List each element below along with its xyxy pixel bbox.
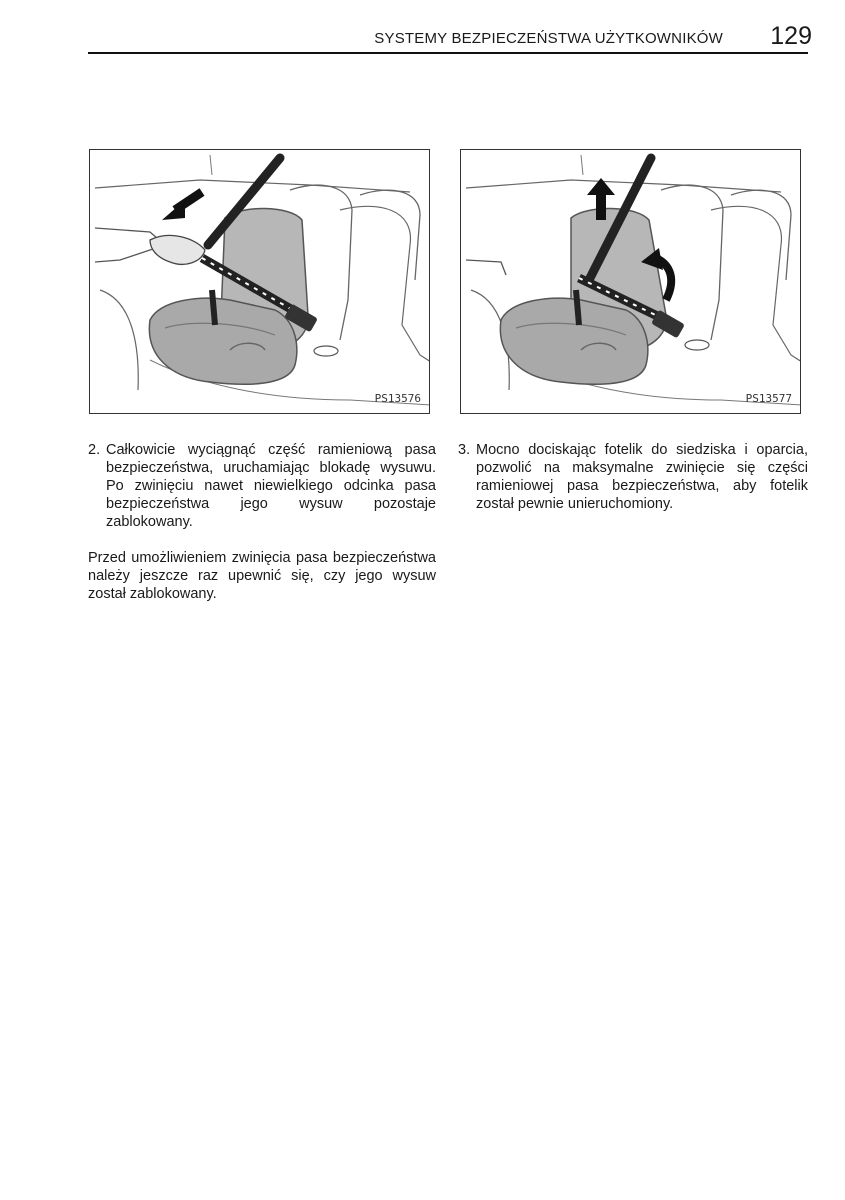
figure-code: PS13576 [374, 392, 421, 405]
figure-seat-press [460, 149, 801, 414]
step-text: Mocno dociskając fotelik do siedziska i oparcia, pozwolić na maksymalne zwinięcie się części ramieniowej pasa bezpieczeństwa, aby fotelik został pewnie unieruchomiony. [476, 442, 808, 512]
text-column-right [458, 441, 808, 513]
child-seat-belt-pull-illustration [90, 150, 430, 414]
section-title: SYSTEMY BEZPIECZEŃSTWA UŻYTKOWNIKÓW [374, 30, 723, 47]
header-rule [88, 52, 808, 54]
text-column-left [88, 441, 436, 603]
step-3 [458, 441, 808, 513]
step-number: 2. [88, 442, 101, 458]
warning-note: Przed umożliwieniem zwinięcia pasa bezpieczeństwa należy jeszcze raz upewnić się, czy jego wysuw został zablokowany. [88, 550, 436, 602]
step-2 [88, 441, 436, 531]
figure-code: PS13577 [745, 392, 792, 405]
child-seat-press-retract-illustration [461, 150, 801, 414]
page-number: 129 [770, 22, 812, 50]
figure-belt-pull [89, 149, 430, 414]
step-number: 3. [458, 442, 471, 458]
step-text: Całkowicie wyciągnąć część ramieniową pasa bezpieczeństwa, uruchamiając blokadę wysuwu. Po zwinięciu nawet niewielkiego odcinka pasa bezpieczeństwa jego wysuw pozostaje zablokowany. [106, 442, 436, 530]
